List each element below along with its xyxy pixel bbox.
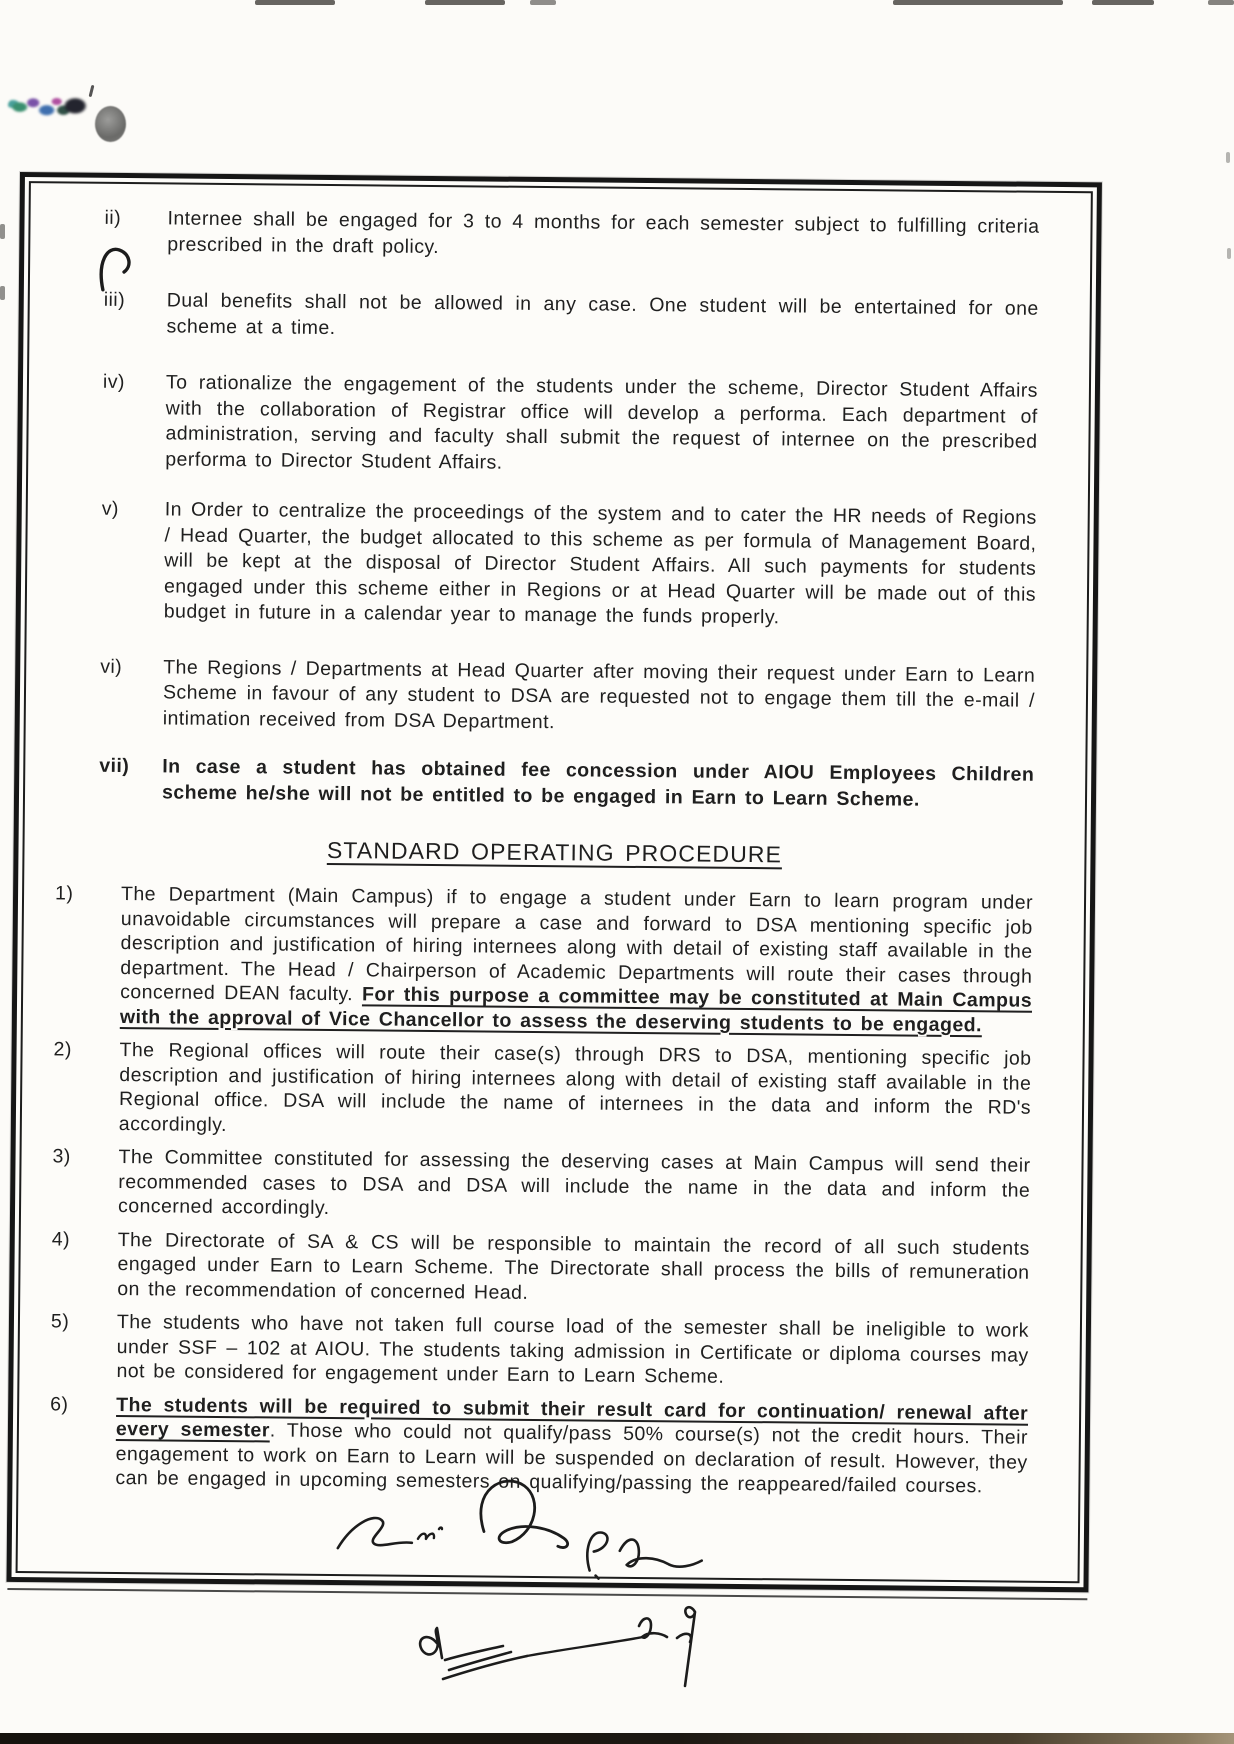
scanner-edge-strip xyxy=(0,1733,1234,1744)
signature-2 xyxy=(405,1602,705,1698)
item-text-lead: The Department (Main Campus) if to engage a student under Earn to learn program under unavoidable circumstances will prepare a case and forward to DSA mentioning specific job description and justification of hiring internees along with detail of existing staff available in the department. The Head / Chairperson of Academic Departments will route their cases through concerned DEAN faculty. xyxy=(120,883,1034,1006)
sop-item-5 xyxy=(50,1309,1029,1392)
item-number: 2) xyxy=(53,1038,72,1061)
signature-1 xyxy=(311,1472,712,1586)
item-number: ii) xyxy=(104,206,122,229)
item-text: Internee shall be engaged for 3 to 4 months for each semester subject to fulfilling criteria prescribed in the draft policy. xyxy=(167,207,1040,258)
ink-smudge xyxy=(8,91,92,122)
item-text: Dual benefits shall not be allowed in any case. One student will be entertained for one scheme at a time. xyxy=(166,289,1039,339)
sop-item-3 xyxy=(52,1144,1031,1227)
item-text xyxy=(119,1038,1032,1145)
section-heading: STANDARD OPERATING PROCEDURE xyxy=(326,836,783,868)
scan-edge-tick xyxy=(0,286,5,300)
item-number: v) xyxy=(101,497,120,520)
policy-item-iv xyxy=(102,370,1038,481)
item-text-underlined: For this purpose a committee may be constituted at Main Campus with the approval of Vice Chancellor to assess the deserving students to be engaged. xyxy=(119,983,1033,1036)
photocopy-dash xyxy=(1208,0,1234,5)
policy-item-list xyxy=(99,206,1040,814)
item-text xyxy=(116,1310,1029,1392)
item-text-lead: The Regional offices will route their case(s) through DRS to DSA, mentioning specific job description and justification of hiring internees along with detail of existing staff available in the Regional office. DSA will include the name of internees in the data and inform the RD's accordingly. xyxy=(118,1038,1032,1136)
scan-edge-tick xyxy=(1227,248,1231,259)
item-text xyxy=(118,1145,1031,1227)
item-number: vii) xyxy=(99,754,130,778)
scan-edge-tick xyxy=(0,224,5,239)
item-number: 5) xyxy=(50,1310,70,1333)
policy-item-iii xyxy=(103,288,1038,348)
sop-item-list xyxy=(49,881,1033,1499)
sop-item-2 xyxy=(53,1037,1032,1144)
policy-item-ii xyxy=(104,206,1039,266)
policy-item-vii xyxy=(99,754,1034,814)
item-number: 6) xyxy=(50,1392,69,1416)
document-border-frame xyxy=(6,172,1101,1592)
photocopy-dash xyxy=(255,0,335,5)
item-text-underlined: The students will be required to submit their result card for continuation/ renewal after every semester xyxy=(115,1393,1029,1442)
item-number: 4) xyxy=(51,1227,71,1251)
item-number: vi) xyxy=(100,655,123,678)
policy-item-vi xyxy=(100,654,1036,739)
item-text-tail: . Those who could not qualify/pass 50% course(s) not the credit hours. Their engagement to work on Earn to Learn will be suspended on declaration of result. However, they can be engaged in upcoming semesters on qualifying/passing the reappeared/failed courses. xyxy=(115,1419,1028,1498)
scan-edge-tick xyxy=(1226,152,1230,163)
photocopy-dash xyxy=(425,0,505,5)
item-text xyxy=(120,882,1033,1038)
document-content xyxy=(23,188,1086,1576)
photocopy-dash xyxy=(530,0,556,5)
policy-item-v xyxy=(101,497,1037,633)
item-number: iii) xyxy=(103,288,126,312)
item-text: In Order to centralize the proceedings of the system and to cater the HR needs of Regions / Head Quarter, the budget allocated to this scheme as per formula of Management Board, will be kept at the disposal of Director Student Affairs. All such payments for students engaged under this scheme either in Regions or at Head Quarter will be made out of this budget in future in a calendar year to manage the funds properly. xyxy=(163,498,1037,629)
item-text-lead: The Committee constituted for assessing the deserving cases at Main Campus will send their recommended cases to DSA and DSA will include the name in the data and inform the concerned accordingly. xyxy=(117,1145,1031,1220)
item-text xyxy=(117,1227,1030,1309)
item-number: 1) xyxy=(54,882,74,905)
pen-tick-mark xyxy=(89,85,95,97)
item-text: In case a student has obtained fee concession under AIOU Employees Children scheme he/she will not be entitled to be engaged in Earn to Learn Scheme. xyxy=(161,755,1035,811)
item-number: iv) xyxy=(102,370,126,394)
photocopy-dash xyxy=(893,0,1063,5)
item-text-lead: The Directorate of SA & CS will be responsible to maintain the record of all such students engaged under Earn to Learn Scheme. The Directorate shall process the bills of remuneration on the recommendation of concerned Head. xyxy=(117,1228,1030,1304)
sop-item-1 xyxy=(54,881,1033,1037)
item-text-lead: The students who have not taken full course load of the semester shall be ineligible to work under SSF – 102 at AIOU. The students taking admission in Certificate or diploma courses may not be considered for engagement under Earn to Learn Scheme. xyxy=(116,1310,1030,1388)
sop-item-4 xyxy=(51,1227,1030,1310)
item-text: To rationalize the engagement of the students under the scheme, Director Student Affairs with the collaboration of Registrar office will develop a performa. Each department of administration, serving and faculty shall submit the request of internee on the prescribed performa to Director Student Affairs. xyxy=(165,371,1039,474)
photocopy-dash xyxy=(1092,0,1154,5)
item-number: 3) xyxy=(52,1145,71,1168)
gray-dot-mark xyxy=(95,106,126,142)
item-text: The Regions / Departments at Head Quarter after moving their request under Earn to Learn Scheme in favour of any student to DSA are requested not to engage them till the e-mail / intimation received from DSA Department. xyxy=(162,655,1036,733)
